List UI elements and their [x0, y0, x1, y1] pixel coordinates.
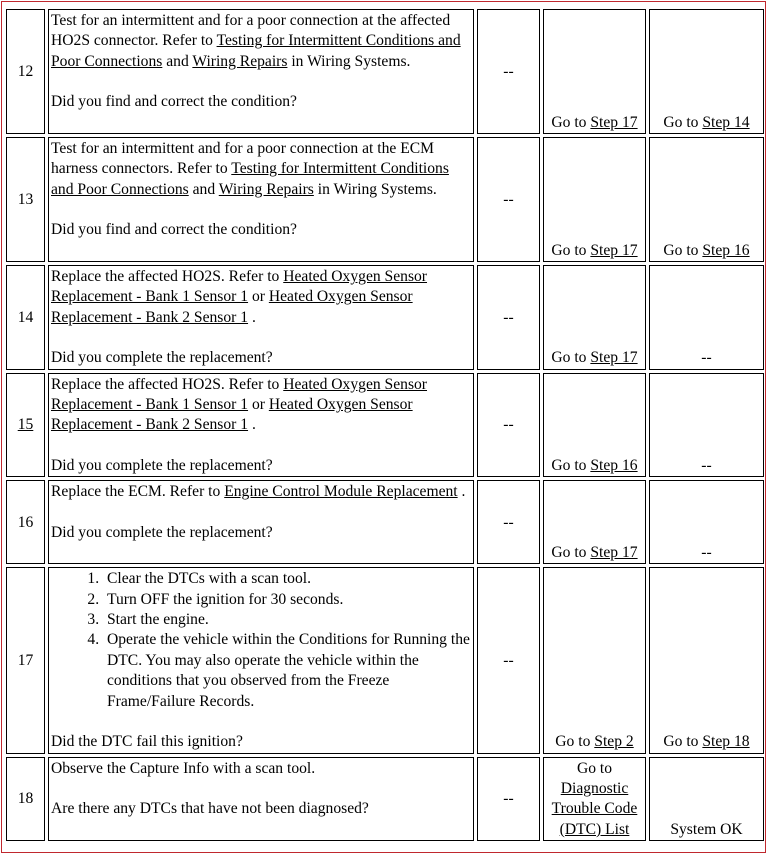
table-row [6, 137, 764, 262]
step-number [6, 373, 45, 478]
link-go-to-step[interactable]: Step 17 [590, 543, 638, 561]
link-testing-intermittent[interactable]: Testing for Intermittent Conditions and Poor Connections [51, 160, 449, 198]
link-go-to-step[interactable]: Step 16 [590, 456, 638, 474]
list-item: 4. Operate the vehicle within the Conditions for Running the DTC. You may also operate the vehicle within the conditions that you observed from the Freeze Frame/Failure Records. [103, 630, 471, 712]
link-wiring-repairs[interactable]: Wiring Repairs [218, 180, 314, 198]
step-action: Replace the affected HO2S. Refer to Heated Oxygen Sensor Replacement - Bank 1 Sensor 1 or Heated Oxygen Sensor Replacement - Bank 2 Sensor 1 . Did you complete the replacement? [48, 265, 474, 370]
step-action [48, 567, 474, 753]
no-cell: System OK [649, 757, 764, 842]
yes-cell: Go to Step 17 [543, 480, 646, 564]
step-number: 12 [6, 9, 45, 134]
step-value: -- [477, 757, 540, 842]
yes-cell: Go to Step 16 [543, 373, 646, 478]
link-go-to-step[interactable]: Step 17 [590, 241, 638, 259]
yes-cell: Go to Diagnostic Trouble Code (DTC) List [543, 757, 646, 842]
table-row [6, 567, 764, 753]
no-cell: -- [649, 480, 764, 564]
step-number: 16 [6, 480, 45, 564]
table-row [6, 757, 764, 842]
link-go-to-step[interactable]: Step 16 [702, 241, 750, 259]
no-cell: Go to Step 14 [649, 9, 764, 134]
step-value: -- [477, 373, 540, 478]
link-ho2s-replacement-bank2[interactable]: Heated Oxygen Sensor Replacement - Bank 2 Sensor 1 [51, 288, 413, 326]
step-number: 14 [6, 265, 45, 370]
link-go-to-step[interactable]: Step 14 [702, 113, 750, 131]
diagnostic-steps-table [3, 6, 767, 844]
no-cell: Go to Step 18 [649, 567, 764, 753]
list-item: 1. Clear the DTCs with a scan tool. [103, 569, 471, 589]
no-cell: -- [649, 373, 764, 478]
link-ho2s-replacement-bank1[interactable]: Heated Oxygen Sensor Replacement - Bank 1 Sensor 1 [51, 268, 428, 306]
list-item: 2. Turn OFF the ignition for 30 seconds. [103, 590, 471, 610]
step-action: Test for an intermittent and for a poor connection at the ECM harness connectors. Refer to Testing for Intermittent Conditions and Poor Connections and Wiring Repairs in Wiring Systems. Did you find and correct the condition? [48, 137, 474, 262]
procedure-list [51, 569, 471, 712]
step-question: Are there any DTCs that have not been diagnosed? [51, 799, 369, 817]
table-row [6, 480, 764, 564]
step-question: Did you find and correct the condition? [51, 221, 297, 239]
link-ho2s-replacement-bank1[interactable]: Heated Oxygen Sensor Replacement - Bank 1 Sensor 1 [51, 375, 428, 414]
link-wiring-repairs[interactable]: Wiring Repairs [192, 52, 288, 70]
step-value: -- [477, 9, 540, 134]
step-action: Observe the Capture Info with a scan tool. Are there any DTCs that have not been diagnosed? [48, 757, 474, 842]
step-value: -- [477, 137, 540, 262]
step-action: Replace the affected HO2S. Refer to Heated Oxygen Sensor Replacement - Bank 1 Sensor 1 or Heated Oxygen Sensor Replacement - Bank 2 Sensor 1 . Did you complete the replacement? [48, 373, 474, 478]
table-row [6, 373, 764, 478]
step-number-link[interactable]: 15 [17, 416, 34, 434]
no-cell: Go to Step 16 [649, 137, 764, 262]
link-ho2s-replacement-bank2[interactable]: Heated Oxygen Sensor Replacement - Bank 2 Sensor 1 [51, 396, 413, 434]
step-question: Did the DTC fail this ignition? [51, 733, 243, 751]
yes-cell: Go to Step 2 [543, 567, 646, 753]
yes-cell: Go to Step 17 [543, 9, 646, 134]
step-value: -- [477, 265, 540, 370]
step-action: Test for an intermittent and for a poor connection at the affected HO2S connector. Refer to Testing for Intermittent Conditions and Poor Connections and Wiring Repairs in Wiring Systems. Did you find and correct the condition? [48, 9, 474, 134]
table-row [6, 265, 764, 370]
step-question: Did you find and correct the condition? [51, 93, 297, 111]
no-cell: -- [649, 265, 764, 370]
link-testing-intermittent[interactable]: Testing for Intermittent Conditions and Poor Connections [51, 32, 461, 70]
table-row [6, 9, 764, 134]
yes-cell: Go to Step 17 [543, 137, 646, 262]
link-dtc-list[interactable]: Diagnostic Trouble Code (DTC) List [551, 779, 638, 838]
link-go-to-step[interactable]: Step 2 [594, 733, 634, 751]
step-number: 17 [6, 567, 45, 753]
step-action: Replace the ECM. Refer to Engine Control Module Replacement . Did you complete the replacement? [48, 480, 474, 564]
step-question: Did you complete the replacement? [51, 456, 273, 474]
step-number: 13 [6, 137, 45, 262]
yes-cell: Go to Step 17 [543, 265, 646, 370]
step-question: Did you complete the replacement? [51, 523, 273, 541]
link-ecm-replacement[interactable]: Engine Control Module Replacement [224, 483, 458, 501]
step-value: -- [477, 480, 540, 564]
link-go-to-step[interactable]: Step 17 [590, 349, 638, 367]
list-item: 3. Start the engine. [103, 610, 471, 630]
link-go-to-step[interactable]: Step 18 [702, 733, 750, 751]
step-question: Did you complete the replacement? [51, 349, 273, 367]
step-value: -- [477, 567, 540, 753]
link-go-to-step[interactable]: Step 17 [590, 113, 638, 131]
step-number: 18 [6, 757, 45, 842]
